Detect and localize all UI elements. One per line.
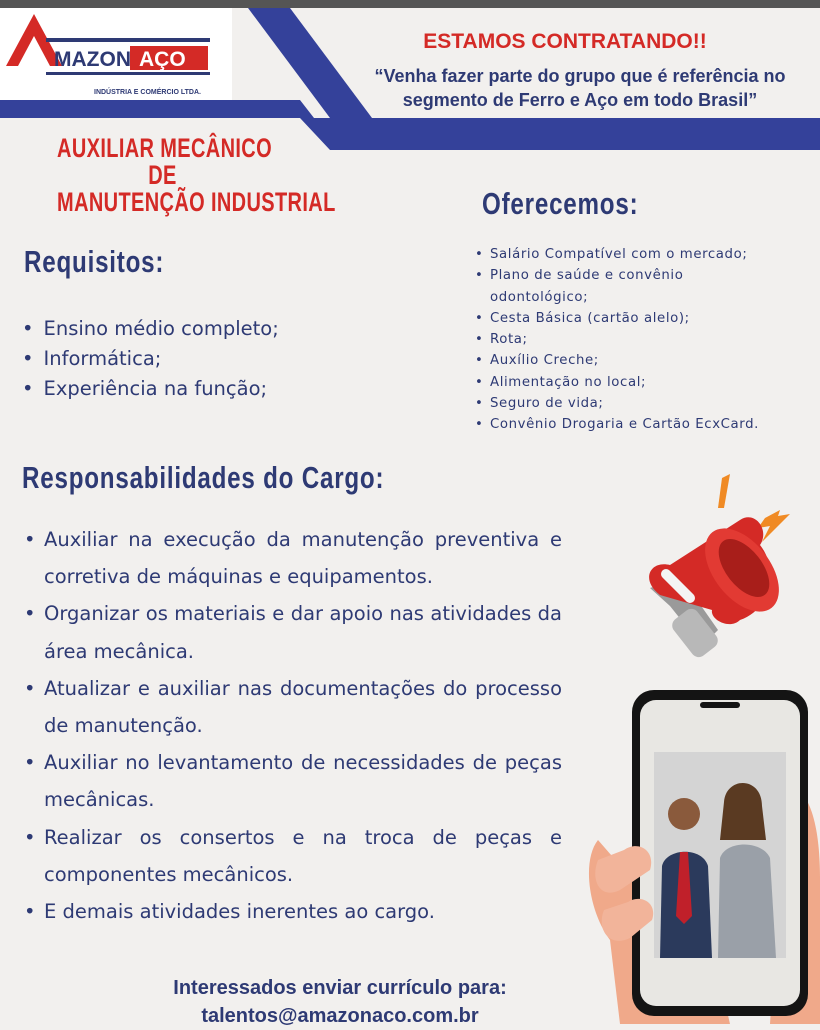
megaphone-icon xyxy=(630,470,820,670)
smartphone-icon xyxy=(580,680,820,1024)
contact-email[interactable]: talentos@amazonaco.com.br xyxy=(201,1005,479,1027)
hiring-title: ESTAMOS CONTRATANDO!! xyxy=(423,30,707,53)
responsibility-item: • Auxiliar na execução da manutenção preventiva e corretiva de máquinas e equipamentos. xyxy=(22,521,562,595)
job-title-line: MANUTENÇÃO INDUSTRIAL xyxy=(57,187,336,217)
job-title xyxy=(57,133,336,217)
offer-item: • Auxílio Creche; xyxy=(475,350,820,371)
offer-item: • Rota; xyxy=(475,329,820,350)
offer-item: • Seguro de vida; xyxy=(475,393,820,414)
footer-line: Interessados enviar currículo para: xyxy=(173,977,507,999)
logo-tagline: INDÚSTRIA E COMÉRCIO LTDA. xyxy=(94,89,201,96)
job-title-line: AUXILIAR MECÂNICO xyxy=(57,133,273,163)
offers-list xyxy=(475,244,820,436)
requirement-item: • Ensino médio completo; xyxy=(22,314,279,344)
logo-aco-text: AÇO xyxy=(139,48,186,71)
hiring-quote: “Venha fazer parte do grupo que é referência no segmento de Ferro e Aço em todo Brasil” xyxy=(374,66,786,110)
responsibilities-list xyxy=(22,521,562,930)
responsibilities-heading: Responsabilidades do Cargo: xyxy=(22,460,385,495)
footer-contact xyxy=(120,974,560,1030)
responsibility-item: • Auxiliar no levantamento de necessidades de peças mecânicas. xyxy=(22,744,562,818)
requirement-item: • Experiência na função; xyxy=(22,374,279,404)
company-logo xyxy=(6,12,214,102)
responsibility-item: • Organizar os materiais e dar apoio nas atividades da área mecânica. xyxy=(22,595,562,669)
requirement-item: • Informática; xyxy=(22,344,279,374)
responsibility-item: • Atualizar e auxiliar nas documentações do processo de manutenção. xyxy=(22,670,562,744)
responsibility-item: • E demais atividades inerentes ao cargo. xyxy=(22,893,562,930)
offer-item: • Salário Compatível com o mercado; xyxy=(475,244,820,265)
requirements-heading: Requisitos: xyxy=(24,244,165,279)
offer-item: • Cesta Básica (cartão alelo); xyxy=(475,308,820,329)
logo-mark xyxy=(6,12,214,102)
offer-item: • Plano de saúde e convênio xyxy=(475,265,820,286)
responsibility-item: • Realizar os consertos e na troca de peças e componentes mecânicos. xyxy=(22,819,562,893)
offer-item: • Convênio Drogaria e Cartão EcxCard. xyxy=(475,414,820,435)
offer-item-continuation: odontológico; xyxy=(490,289,589,305)
requirements-list xyxy=(22,314,279,404)
offers-heading: Oferecemos: xyxy=(482,186,639,221)
logo-brand-text: MAZON xyxy=(54,48,131,71)
offer-item: • Alimentação no local; xyxy=(475,372,820,393)
job-title-line: DE xyxy=(148,160,177,190)
